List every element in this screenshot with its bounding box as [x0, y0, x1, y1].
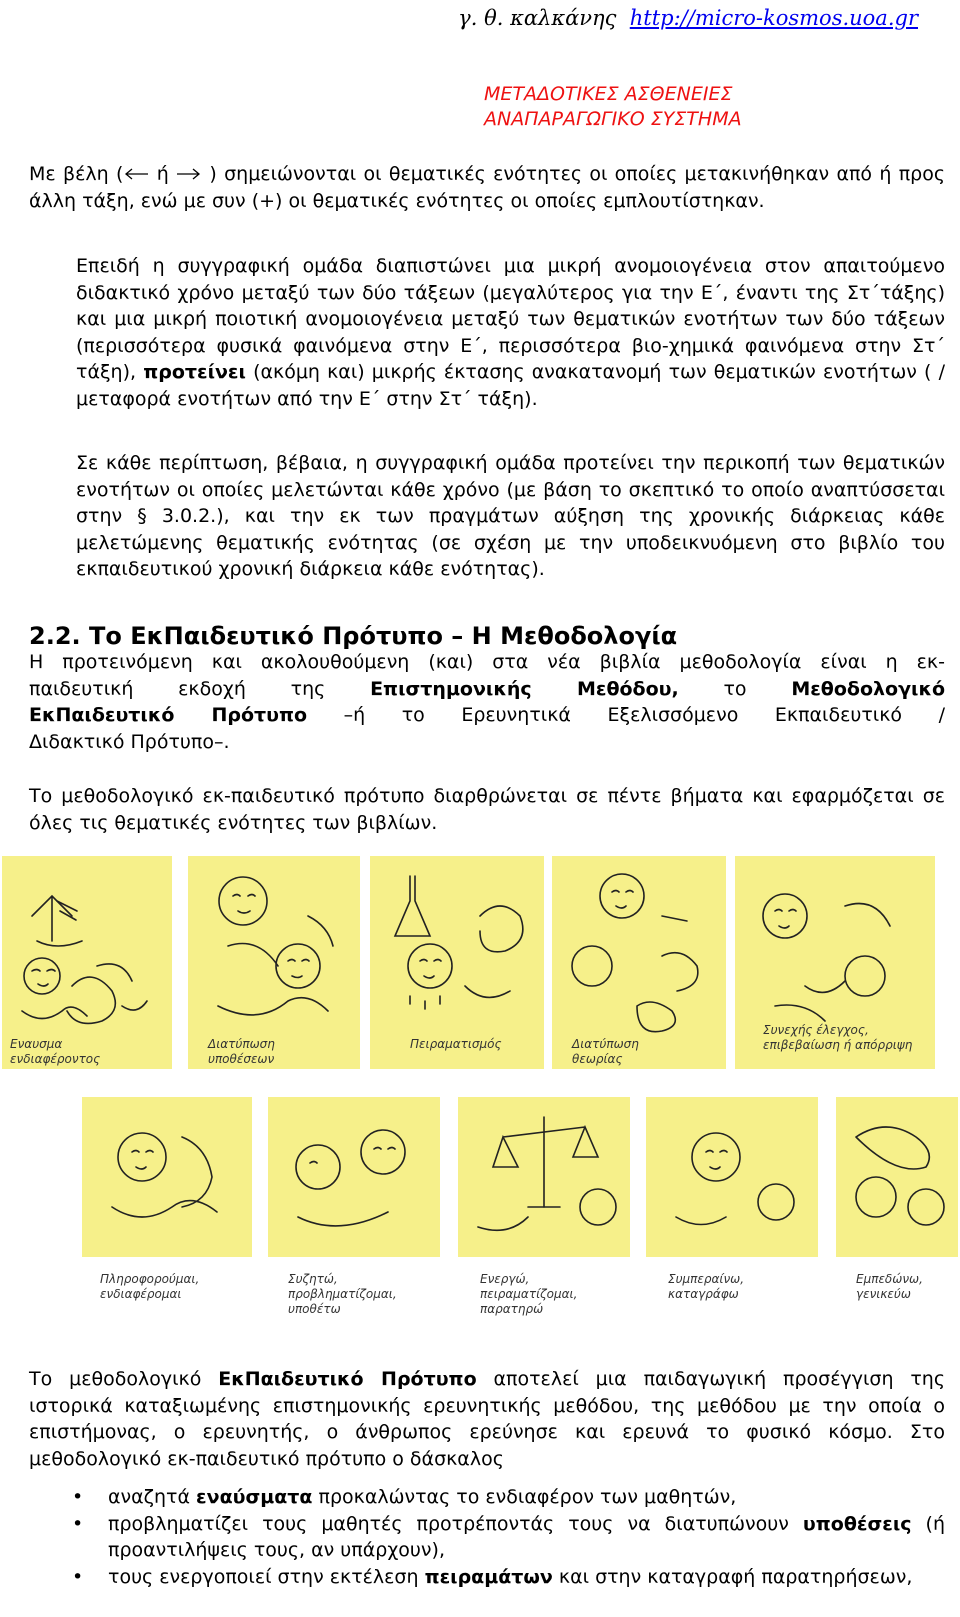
p4-line-3: ΕκΠαιδευτικό Πρότυπο –ή το Ερευνητικά Εξελισσόμενο Εκπαιδευτικό / — [29, 704, 945, 727]
p1-text-c: ) σημειώνονται οι θεματικές ενότητες οι οποίες μετακινήθηκαν από ή προς άλλη τάξη, ενώ με συν (+) οι θεματικές ενότητες οι οποίες εμπλουτίστηκαν. — [29, 163, 946, 212]
generalize-drawing — [836, 1097, 958, 1257]
section-heading: 2.2. Το ΕκΠαιδευτικό Πρότυπο – Η Μεθοδολογία — [29, 622, 678, 650]
intro-paragraph — [29, 161, 945, 214]
illustration-panel-5 — [735, 856, 935, 1069]
p6-text-a: Το μεθοδολογικό — [29, 1368, 219, 1390]
p4-line-1: Η προτεινόμενη και ακολουθούμενη (και) στα νέα βιβλία μεθοδολογία είναι η εκ- — [29, 651, 945, 673]
illustration-panel-8 — [458, 1097, 630, 1257]
panel-5-caption: Συνεχής έλεγχος, επιβεβαίωση ή απόρριψη — [763, 1023, 913, 1052]
list-item: • αναζητά εναύσματα προκαλώντας το ενδιαφέρον των μαθητών, — [60, 1484, 945, 1511]
p1-text-a: Με βέλη ( — [29, 163, 124, 185]
balance-scale-drawing — [458, 1097, 630, 1257]
inform-drawing — [82, 1097, 252, 1257]
p2-bold-proposes: προτείνει — [143, 361, 246, 384]
title-line-1: ΜΕΤΑΔΟΤΙΚΕΣ ΑΣΘΕΝΕΙΕΣ — [484, 83, 733, 105]
illustration-panel-9 — [646, 1097, 818, 1257]
caption-conclude: Συμπεραίνω, καταγράφω — [668, 1272, 745, 1301]
title-line-2: ΑΝΑΠΑΡΑΓΩΓΙΚΟ ΣΥΣΤΗΜΑ — [484, 108, 742, 130]
methodology-paragraph — [29, 649, 945, 755]
p2-text-a: Επειδή η συγγραφική ομάδα διαπιστώνει μια μικρή ανομοιογένεια στον απαιτούμενο διδακτικό χρόνο μεταξύ των δύο τάξεων (μεγαλύτερος για την Ε΄, έναντι της Στ΄τάξης) και μια μικρή ποιοτική ανομοιογένεια μεταξύ των θεματικών ενοτήτων των δύο τάξεων (περισσότερα φυσικά φαινόμενα στην Ε΄, περισσότερα βιο-χημικά φαινόμενα στην Στ΄ τάξη), — [76, 255, 945, 384]
reduction-paragraph — [76, 450, 945, 583]
illustration-panel-10 — [836, 1097, 958, 1257]
author-name: γ. θ. καλκάνης — [458, 6, 617, 30]
five-steps-paragraph — [29, 783, 945, 836]
bullet-icon: • — [72, 1512, 84, 1535]
list-item: • προβληματίζει τους μαθητές προτρέποντάς τους να διατυπώνουν υποθέσεις (ή προαντιλήψεις τους, αν υπάρχουν), — [72, 1512, 945, 1562]
p6-bold-model: ΕκΠαιδευτικό Πρότυπο — [218, 1368, 477, 1390]
p5-text: Το μεθοδολογικό εκ-παιδευτικό πρότυπο διαρθρώνεται σε πέντε βήματα και εφαρμόζεται σε όλες τις θεματικές ενότητες των βιβλίων. — [29, 785, 945, 834]
illustration-panel-7 — [268, 1097, 440, 1257]
illustration-panel-4 — [552, 856, 726, 1069]
caption-discuss: Συζητώ, προβληματίζομαι, υποθέτω — [288, 1272, 397, 1316]
panel-4-caption: Διατύπωση θεωρίας — [572, 1037, 639, 1066]
p4-line-2: παιδευτική εκδοχή της Επιστημονικής Μεθόδου, το Μεθοδολογικό — [29, 677, 945, 700]
right-arrow-icon — [176, 167, 202, 181]
section-titles — [484, 82, 742, 132]
redistribution-paragraph — [76, 253, 945, 413]
caption-generalize: Εμπεδώνω, γενικεύω — [856, 1272, 923, 1301]
p1-text-b: ή — [149, 163, 177, 185]
page-header — [458, 6, 918, 30]
left-arrow-icon — [123, 167, 149, 181]
teacher-steps-list — [60, 1484, 945, 1590]
p3-text: Σε κάθε περίπτωση, βέβαια, η συγγραφική ομάδα προτείνει την περικοπή των θεματικών ενοτήτων οι οποίες μελετώνται κάθε χρόνο (με βάση το σκεπτικό το οποίο αναπτύσσεται στην § 3.0.2.), και την εκ των πραγμάτων αύξηση της χρονικής διάρκειας κάθε μελετώμενης θεματικής ενότητας (σε σχέση με την υποδεικνυόμενη στο βιβλίο του εκπαιδευτικού χρονική διάρκεια κάθε ενότητας). — [76, 452, 945, 581]
caption-inform: Πληροφορούμαι, ενδιαφέρομαι — [100, 1272, 200, 1301]
p4-line-4: Διδακτικό Πρότυπο–. — [29, 730, 230, 753]
illustration-panel-1 — [2, 856, 172, 1069]
illustration-panel-6 — [82, 1097, 252, 1257]
p2-text-b: (ακόμη και) μικρής έκτασης ανακατανομή των θεματικών ενοτήτων ( / μεταφορά ενοτήτων από την Ε΄ στην Στ΄ τάξη). — [76, 361, 945, 410]
illustration-panel-2 — [188, 856, 360, 1069]
panel-2-caption: Διατύπωση υποθέσεων — [208, 1037, 275, 1066]
illustration-panel-3 — [370, 856, 544, 1069]
panel-3-caption: Πειραματισμός — [410, 1037, 502, 1051]
p6-text-b: αποτελεί μια παιδαγωγική προσέγγιση της ιστορικά καταξιωμένης επιστημονικής ερευνητικής μεθόδου, της μεθόδου με την οποία ο επιστήμονας, ο ερευνητής, ο άνθρωπος ερεύνησε και ερευνά το φυσικό κόσμο. Στο μεθοδολογικό εκ-παιδευτικό πρότυπο ο δάσκαλος — [29, 1368, 946, 1470]
bullet-icon: • — [72, 1565, 84, 1588]
site-link[interactable]: http://micro-kosmos.uoa.gr — [629, 6, 918, 30]
model-description-paragraph — [29, 1366, 945, 1472]
panel-1-caption: Εναυσμα ενδιαφέροντος — [10, 1037, 101, 1066]
discuss-drawing — [268, 1097, 440, 1257]
list-item: • τους ενεργοποιεί στην εκτέλεση πειραμάτων και στην καταγραφή παρατηρήσεων, — [60, 1564, 945, 1591]
conclude-drawing — [646, 1097, 818, 1257]
bullet-icon: • — [72, 1486, 84, 1508]
caption-act: Ενεργώ, πειραματίζομαι, παρατηρώ — [480, 1272, 578, 1316]
